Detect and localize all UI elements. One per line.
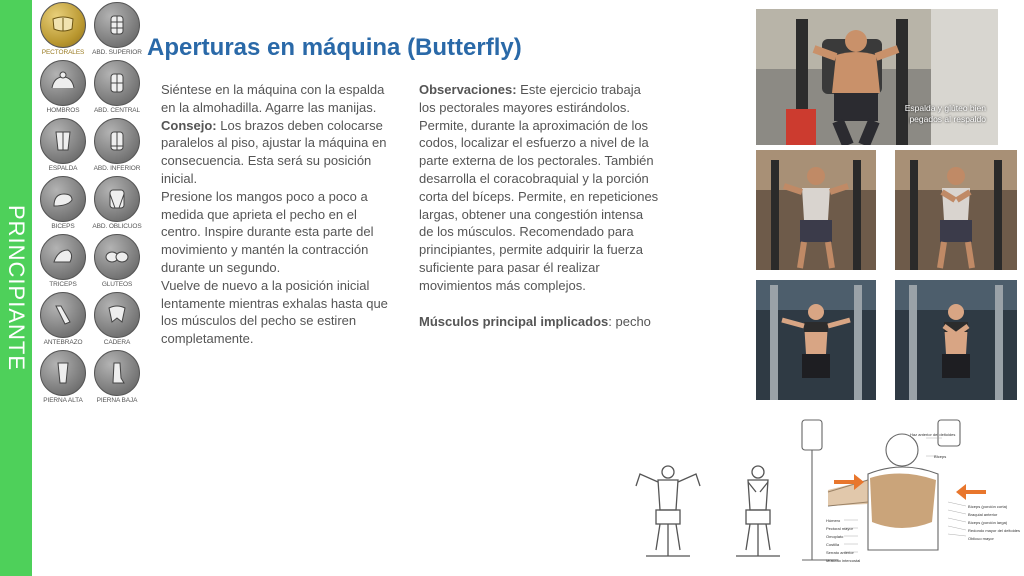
level-label: PRINCIPIANTE: [4, 204, 29, 372]
drawing-start-position: [632, 458, 704, 558]
category-gluteos[interactable]: GLUTEOS: [90, 234, 144, 292]
instructions-column: [161, 81, 399, 348]
exercise-title: Aperturas en máquina (Butterfly): [147, 34, 522, 61]
photo-caption: Espalda y glúteo bien pegados al respaldo: [904, 103, 986, 124]
drawing-finish-position: [728, 458, 788, 558]
category-abd-inferior[interactable]: ABD. INFERIOR: [90, 118, 144, 176]
category-pierna-baja[interactable]: PIERNA BAJA: [90, 350, 144, 408]
anatomy-label-intercostal: Músculo intercostal: [826, 558, 861, 563]
category-hombros[interactable]: HOMBROS: [36, 60, 90, 118]
forearm-icon: [40, 292, 86, 338]
category-biceps[interactable]: BICEPS: [36, 176, 90, 234]
observations-column: [419, 81, 659, 330]
upper-leg-icon: [40, 350, 86, 396]
anatomy-label-deltoid: Haz anterior del deltoides: [910, 432, 956, 437]
observations: [419, 81, 659, 295]
observations-text: Este ejercicio trabaja los pectorales mayores estirándolos. Permite, durante la aproximación de los codos, localizar el esfuerzo a nivel de la parte externa de los pectorales. También desarrolla el coracobraquial y la porción corta del bíceps. Permite, en repeticiones largas, obtener una congestión intensa de los músculos. Recomendado para principiantes, permite adquirir la fuerza suficiente para pasar él realizar movimientos más complejos.: [419, 82, 659, 293]
anatomy-label-serratus: Serrato anterior: [826, 550, 854, 555]
upper-abs-icon: [94, 2, 140, 48]
main-exercise-photo: [756, 9, 998, 145]
anatomy-label-pectoral: Pectoral mayor: [826, 526, 853, 531]
category-espalda[interactable]: ESPALDA: [36, 118, 90, 176]
muscles-text: : pecho: [608, 313, 651, 329]
anatomy-label-teres: Redondo mayor del deltoides: [968, 528, 1020, 533]
category-abd-superior[interactable]: ABD. SUPERIOR: [90, 2, 144, 60]
category-antebrazo[interactable]: ANTEBRAZO: [36, 292, 90, 350]
category-abd-oblicuos[interactable]: ABD. OBLICUOS: [90, 176, 144, 234]
instruction-press: Presione los mangos poco a poco a medida que aprieta el pecho en el centro. Inspire durante esta parte del movimiento y mantén la contracción durante un segundo.: [161, 188, 374, 275]
exercise-photo-start: [756, 150, 876, 270]
exercise-photo-woman-start: [756, 280, 876, 400]
anatomy-label-humerus: Húmero: [826, 518, 841, 523]
anatomy-illustration: [798, 410, 1020, 574]
level-sidebar: [0, 0, 32, 576]
anatomy-label-biceps-long: Bíceps (porción larga): [968, 520, 1008, 525]
muscles-label: Músculos principal implicados: [419, 313, 609, 329]
triceps-icon: [40, 234, 86, 280]
observations-label: Observaciones:: [419, 82, 517, 97]
chest-icon: [40, 2, 86, 48]
hip-icon: [94, 292, 140, 338]
category-triceps[interactable]: TRICEPS: [36, 234, 90, 292]
category-pectorales[interactable]: PECTORALES: [36, 2, 90, 60]
category-pierna-alta[interactable]: PIERNA ALTA: [36, 350, 90, 408]
central-abs-icon: [94, 60, 140, 106]
tip-text: Los brazos deben colocarse paralelos al piso, ajustar la máquina en consecuencia. Esta será su posición inicial.: [161, 117, 387, 186]
instruction-setup: Siéntese en la máquina con la espalda en la almohadilla. Agarre las manijas.: [161, 82, 385, 115]
instruction-tip: [161, 117, 399, 188]
shoulders-icon: [40, 60, 86, 106]
lower-leg-icon: [94, 350, 140, 396]
glutes-icon: [94, 234, 140, 280]
biceps-icon: [40, 176, 86, 222]
back-icon: [40, 118, 86, 164]
category-cadera[interactable]: CADERA: [90, 292, 144, 350]
exercise-photo-finish: [895, 150, 1017, 270]
anatomy-label-biceps: Bíceps: [934, 454, 947, 459]
anatomy-label-scapula: Omoplato: [826, 534, 844, 539]
instruction-return: Vuelve de nuevo a la posición inicial lentamente mientras exhalas hasta que los músculos del pecho se estiren completamente.: [161, 277, 388, 347]
category-abd-central[interactable]: ABD. CENTRAL: [90, 60, 144, 118]
anatomy-label-rib: Costilla: [826, 542, 840, 547]
tip-label: Consejo:: [161, 117, 217, 133]
exercise-photo-woman-finish: [895, 280, 1017, 400]
anatomy-label-biceps-short: Bíceps (porción corta): [968, 504, 1008, 509]
anatomy-label-oblique: Oblicuo mayor: [968, 536, 994, 541]
anatomy-label-brachialis: Braquial anterior: [968, 512, 998, 517]
lower-abs-icon: [94, 118, 140, 164]
muscles-involved: [419, 313, 659, 331]
obliques-icon: [94, 176, 140, 222]
